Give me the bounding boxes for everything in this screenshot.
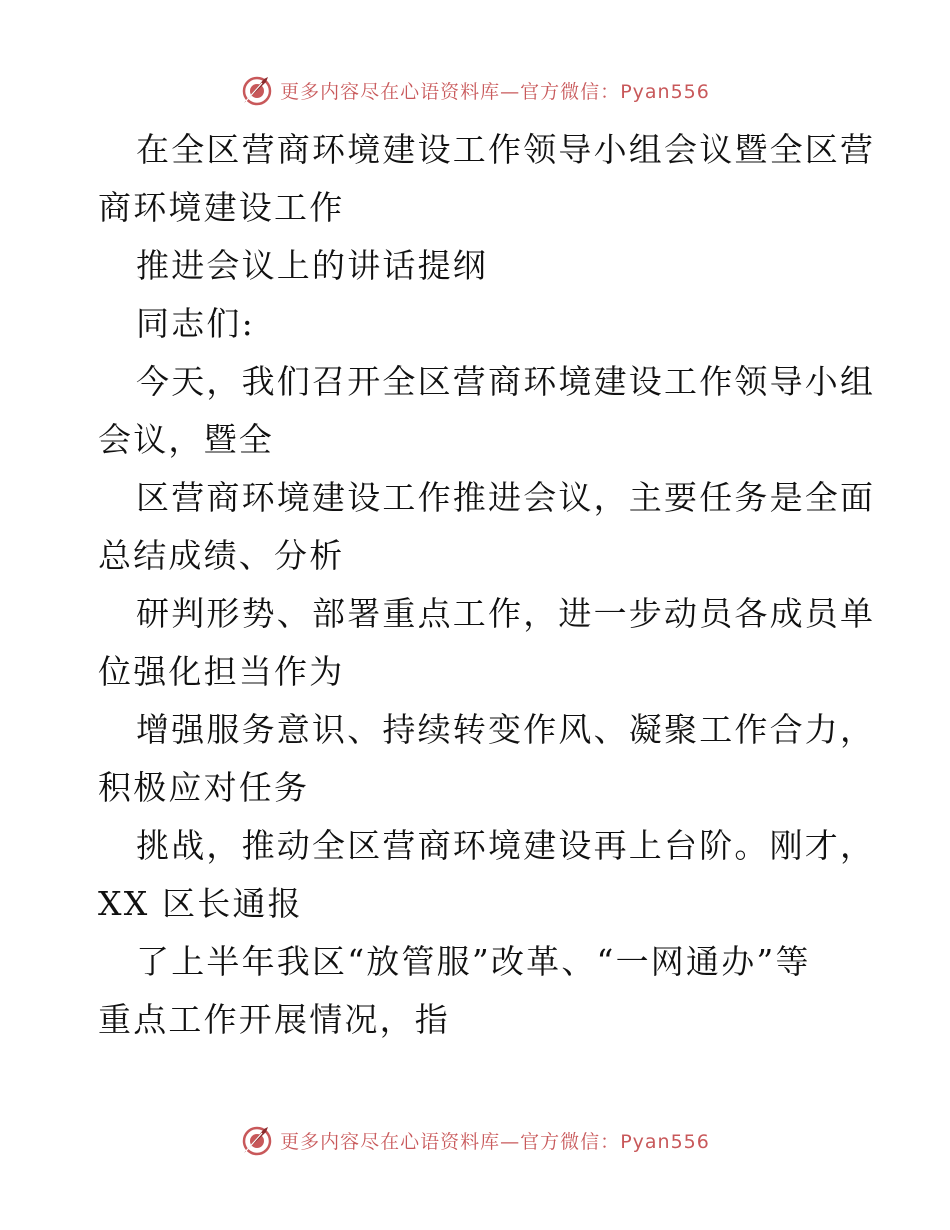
text-line: 重点工作开展情况，指	[98, 1000, 450, 1039]
text-line: 挑战，推动全区营商环境建设再上台阶。刚才，	[136, 826, 876, 865]
text-line: 商环境建设工作	[98, 188, 345, 227]
text-line: 研判形势、部署重点工作，进一步动员各成员单	[136, 594, 876, 633]
text-line: 会议，暨全	[98, 420, 274, 459]
text-line: 同志们:	[136, 304, 255, 343]
watermark-text: 更多内容尽在心语资料库—官方微信：Pyan556	[280, 1130, 710, 1153]
text-line: XX 区长通报	[98, 884, 303, 923]
text-line: 增强服务意识、持续转变作风、凝聚工作合力，	[136, 710, 876, 749]
watermark-text: 更多内容尽在心语资料库—官方微信：Pyan556	[280, 80, 710, 103]
header-watermark	[0, 70, 950, 110]
text-line: 在全区营商环境建设工作领导小组会议暨全区营	[136, 130, 876, 169]
text-line: 位强化担当作为	[98, 652, 345, 691]
footer-watermark	[0, 1120, 950, 1160]
quill-pen-logo-icon	[240, 73, 274, 107]
text-line: 了上半年我区“放管服”改革、“一网通办”等	[136, 942, 811, 981]
text-line: 总结成绩、分析	[98, 536, 345, 575]
text-line: 今天，我们召开全区营商环境建设工作领导小组	[136, 362, 876, 401]
text-line: 推进会议上的讲话提纲	[136, 246, 488, 285]
quill-pen-logo-icon	[240, 1123, 274, 1157]
document-body	[98, 121, 876, 1049]
text-line: 积极应对任务	[98, 768, 310, 807]
text-line: 区营商环境建设工作推进会议，主要任务是全面	[136, 478, 876, 517]
